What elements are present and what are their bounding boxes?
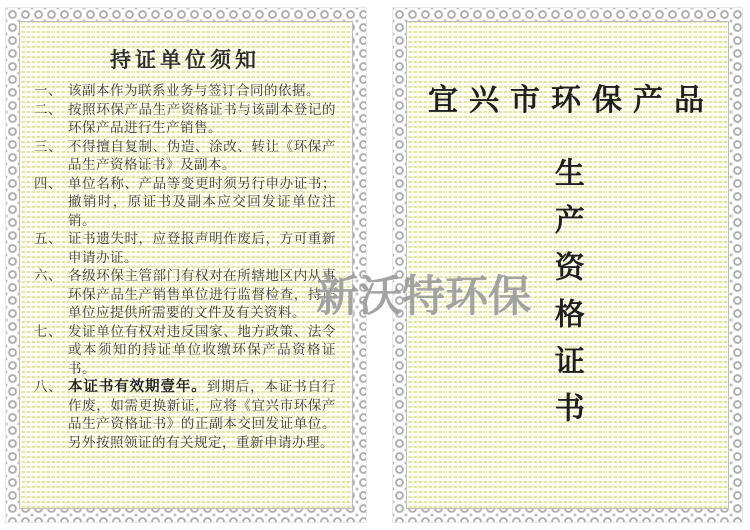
item-body-text: 按照环保产品生产资格证书与该副本登记的环保产品进行生产销售。 bbox=[68, 101, 336, 135]
item-number: 七、 bbox=[34, 323, 62, 339]
notice-list bbox=[34, 82, 336, 452]
item-body-text: 证书遗失时，应登报声明作废后，方可重新申请办证。 bbox=[68, 231, 336, 265]
item-text bbox=[68, 138, 336, 175]
item-number: 三、 bbox=[34, 138, 62, 154]
item-number: 二、 bbox=[34, 101, 62, 117]
notice-page-inner bbox=[19, 21, 353, 509]
item-body-text: 该副本作为联系业务与签订合同的依据。 bbox=[68, 83, 320, 98]
item-number: 六、 bbox=[34, 268, 62, 283]
item-body-text: 单位名称、产品等变更时须另行申办证书；撤销时，原证书及副本应交回发证单位注销。 bbox=[68, 175, 336, 228]
item-body-text: 到期后，本证书自行作废，如需更换新证，应将《宜兴市环保产品生产资格证书》的正副本交回发证单位。另外按照领证的有关规定，重新申请办理。 bbox=[68, 379, 337, 450]
item-text bbox=[68, 175, 336, 231]
notice-item-8 bbox=[34, 378, 336, 452]
item-body-text: 不得擅自复制、伪造、涂改、转让《环保产品生产资格证书》及副本。 bbox=[68, 138, 336, 172]
notice-item-4 bbox=[34, 175, 336, 231]
certificate-cover-inner bbox=[406, 21, 729, 509]
notice-item-6 bbox=[34, 267, 336, 323]
item-body-text: 各级环保主管部门有权对在所辖地区内从事环保产品生产销售单位进行监督检查，持证单位应提供所需要的文件及有关资料。 bbox=[68, 268, 336, 320]
item-text bbox=[68, 267, 336, 323]
notice-title: 持证单位须知 bbox=[110, 49, 260, 72]
notice-page bbox=[6, 8, 366, 522]
item-body-text: 发证单位有权对违反国家、地方政策、法令或本须知的持证单位收缴环保产品资格证书。 bbox=[68, 323, 336, 376]
item-number: 五、 bbox=[34, 231, 62, 246]
item-number: 八、 bbox=[34, 379, 62, 394]
notice-item-1 bbox=[34, 82, 336, 101]
item-text bbox=[68, 101, 336, 138]
item-number: 四、 bbox=[34, 175, 62, 191]
item-text bbox=[68, 82, 336, 101]
certificate-title-vertical: 生产资格证书 bbox=[549, 157, 583, 439]
notice-item-7 bbox=[34, 323, 336, 379]
notice-item-2 bbox=[34, 101, 336, 138]
item-text bbox=[68, 323, 336, 379]
certificate-region-title: 宜兴市环保产品 bbox=[428, 84, 715, 117]
item-text bbox=[68, 378, 336, 452]
notice-item-5 bbox=[34, 230, 336, 267]
notice-item-3 bbox=[34, 138, 336, 175]
item-text bbox=[68, 230, 336, 267]
certificate-cover-page bbox=[393, 8, 742, 522]
item-lead-bold: 本证书有效期壹年。 bbox=[68, 379, 207, 395]
watermark-text: 新沃特环保 bbox=[316, 273, 531, 321]
item-number: 一、 bbox=[34, 83, 62, 98]
